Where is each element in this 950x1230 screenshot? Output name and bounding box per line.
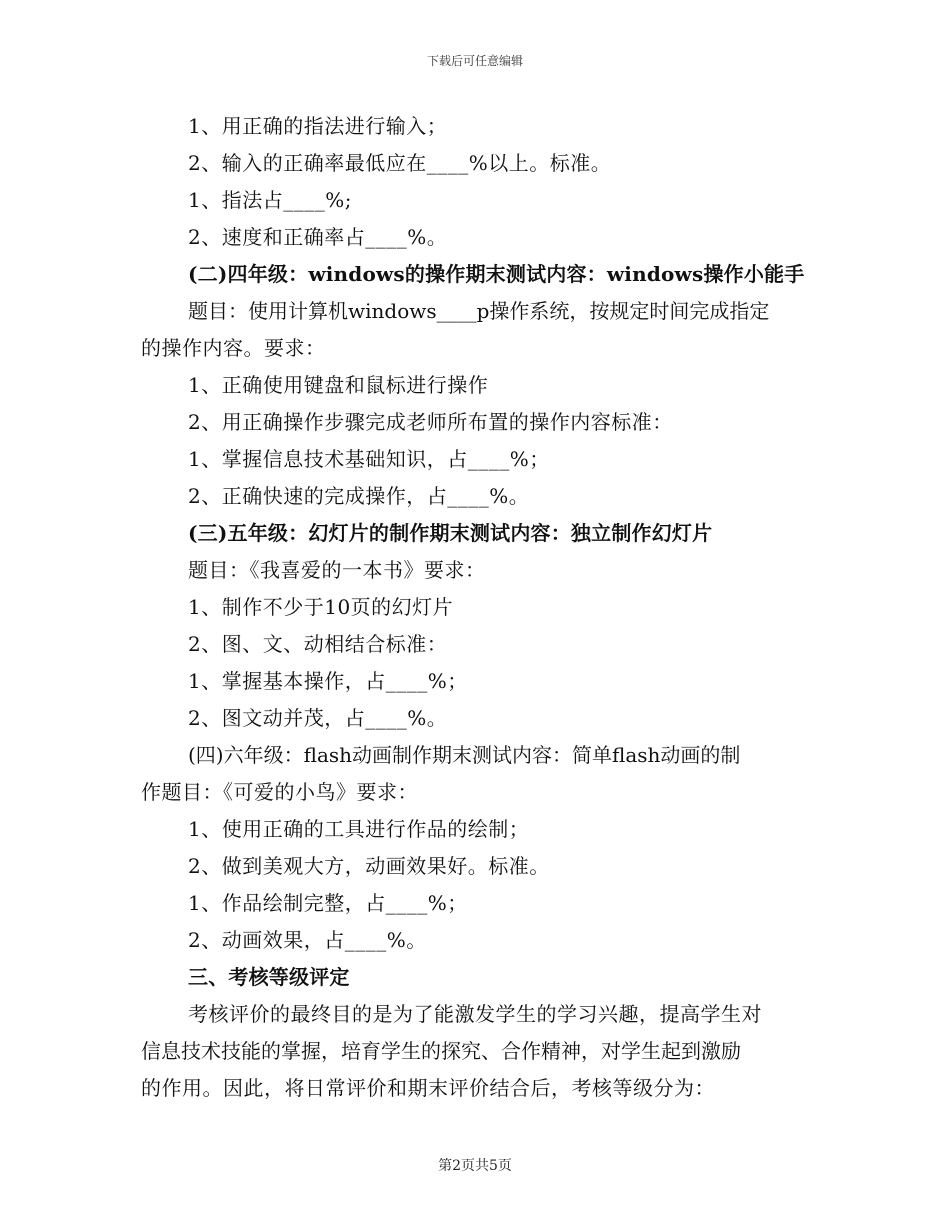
text-line: 1、掌握信息技术基础知识，占____%； [188,447,550,471]
text-line: 1、作品绘制完整，占____%； [188,891,468,915]
text-line: 1、使用正确的工具进行作品的绘制； [188,817,530,841]
page-header: 下载后可任意编辑 [426,54,523,68]
text-line: 信息技术技能的掌握，培育学生的探究、合作精神，对学生起到激励 [141,1039,741,1063]
text-line: 2、输入的正确率最低应在____%以上。标准。 [188,151,612,175]
document-body [141,108,809,1107]
text-line: (四)六年级：flash动画制作期末测试内容：简单flash动画的制 [188,743,741,767]
text-line: 题目：《我喜爱的一本书》要求： [188,558,486,582]
text-line: 2、速度和正确率占____%。 [188,225,448,249]
text-line: 2、做到美观大方，动画效果好。标准。 [188,854,550,878]
text-line: 的操作内容。要求： [141,336,326,360]
text-line: 题目：使用计算机windows____p操作系统，按规定时间完成指定 [188,299,770,323]
text-line: 1、制作不少于10页的幻灯片 [188,595,454,619]
text-line: 1、用正确的指法进行输入； [188,114,448,138]
section-heading: (二)四年级：windows的操作期末测试内容：windows操作小能手 [188,262,805,286]
text-line: 2、用正确操作步骤完成老师所布置的操作内容标准： [188,410,673,434]
text-line: 2、图文动并茂，占____%。 [188,706,448,730]
text-line: 1、掌握基本操作，占____%； [188,669,468,693]
text-line: 2、正确快速的完成操作，占____%。 [188,484,530,508]
text-line: 2、图、文、动相结合标准： [188,632,448,656]
text-line: 2、动画效果，占____%。 [188,928,427,952]
section-heading: (三)五年级：幻灯片的制作期末测试内容：独立制作幻灯片 [188,521,713,545]
page-footer: 第2页共5页 [438,1158,512,1174]
text-line: 1、指法占____%; [188,188,352,212]
section-heading: 三、考核等级评定 [188,965,350,989]
text-line: 作题目：《可爱的小鸟》要求： [141,780,418,804]
text-line: 考核评价的最终目的是为了能激发学生的学习兴趣，提高学生对 [188,1002,762,1026]
text-line: 1、正确使用键盘和鼠标进行操作 [188,373,489,397]
text-line: 的作用。因此，将日常评价和期末评价结合后，考核等级分为： [141,1076,715,1100]
